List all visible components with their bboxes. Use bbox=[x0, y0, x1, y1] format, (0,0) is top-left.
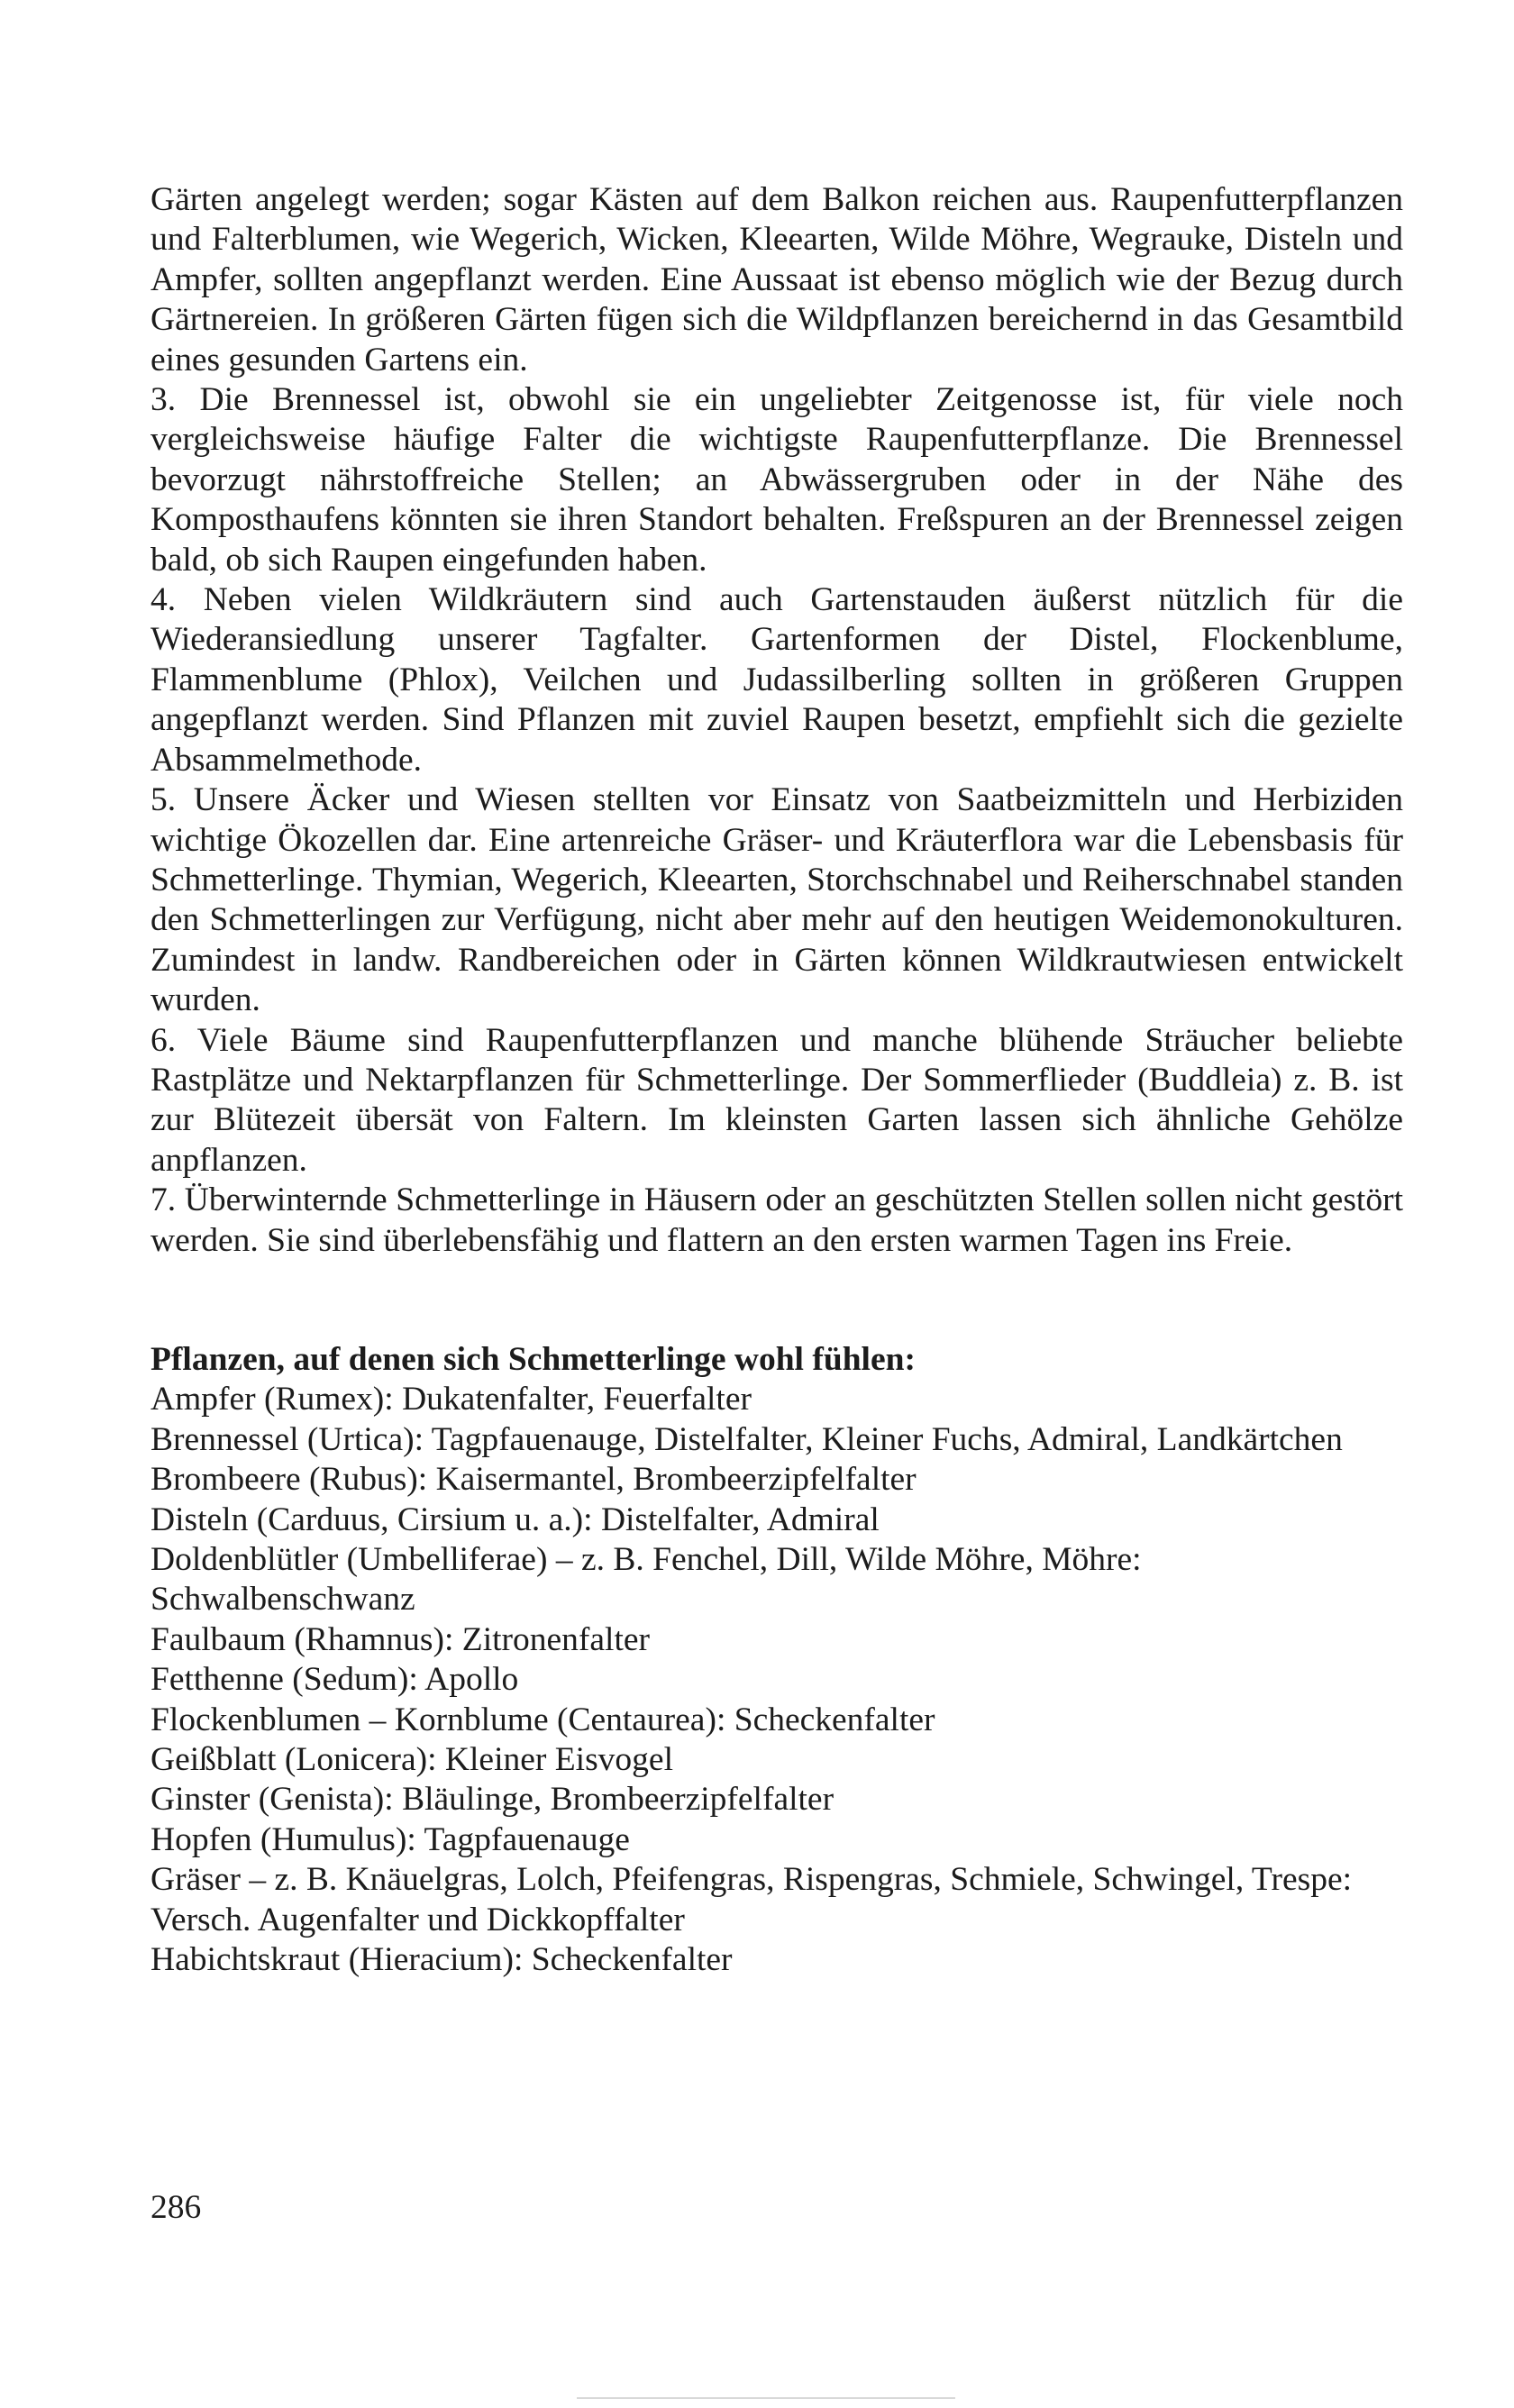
plant-entry: Hopfen (Humulus): Tagpfauenauge bbox=[150, 1820, 630, 1858]
plant-entry: Habichtskraut (Hieracium): Scheckenfalter bbox=[150, 1941, 733, 1979]
plant-entry: Brennessel (Urtica): Tagpfauenauge, Distelfalter, Kleiner Fuchs, Admiral, Landkärtchen bbox=[150, 1420, 1343, 1458]
paragraph-item-6: 6. Viele Bäume sind Raupenfutterpflanzen und manche blühende Sträucher beliebte Rastplätze und Nektarpflanzen für Schmetterlinge. Der Sommerflieder (Buddleia) z. B. ist zur Blütezeit übersät von Faltern. Im kleinsten Garten lassen sich ähnliche Gehölze anpflanzen. bbox=[150, 1021, 1403, 1179]
plant-entry: Ginster (Genista): Bläulinge, Brombeerzipfelfalter bbox=[150, 1781, 835, 1819]
plant-entry: Faulbaum (Rhamnus): Zitronenfalter bbox=[150, 1620, 651, 1658]
plant-entry: Ampfer (Rumex): Dukatenfalter, Feuerfalter bbox=[150, 1381, 752, 1418]
page-content bbox=[150, 180, 1403, 1980]
plant-entry: Fetthenne (Sedum): Apollo bbox=[150, 1661, 519, 1699]
paragraph-item-3: 3. Die Brennessel ist, obwohl sie ein ungeliebter Zeitgenosse ist, für viele noch vergleichsweise häufige Falter die wichtigste Raupenfutterpflanze. Die Brennessel bevorzugt nährstoffreiche Stellen; an Abwässergruben oder in der Nähe des Komposthaufens könnten sie ihren Standort behalten. Freßspuren an der Brennessel zeigen bald, ob sich Raupen eingefunden haben. bbox=[150, 381, 1403, 579]
plant-entry: Brombeere (Rubus): Kaisermantel, Brombeerzipfelfalter bbox=[150, 1461, 917, 1499]
plant-entry: Gräser – z. B. Knäuelgras, Lolch, Pfeifengras, Rispengras, Schmiele, Schwingel, Trespe: Versch. Augenfalter und Dickkopffalter bbox=[150, 1861, 1353, 1938]
paragraph-item-4: 4. Neben vielen Wildkräutern sind auch Gartenstauden äußerst nützlich für die Wiederansiedlung unserer Tagfalter. Gartenformen der Distel, Flockenblume, Flammenblume (Phlox), Veilchen und Judassilberling sollten in größeren Gruppen angepflanzt werden. Sind Pflanzen mit zuviel Raupen besetzt, empfiehlt sich die gezielte Absammelmethode. bbox=[150, 581, 1403, 779]
page-number: 286 bbox=[150, 2189, 202, 2226]
plant-list bbox=[150, 1340, 1403, 1981]
plant-entry: Geißblatt (Lonicera): Kleiner Eisvogel bbox=[150, 1741, 673, 1779]
plant-entry: Disteln (Carduus, Cirsium u. a.): Distelfalter, Admiral bbox=[150, 1500, 880, 1538]
plant-list-heading: Pflanzen, auf denen sich Schmetterlinge wohl fühlen: bbox=[150, 1340, 916, 1378]
paragraph-continuation: Gärten angelegt werden; sogar Kästen auf dem Balkon reichen aus. Raupenfutterpflanzen und Falterblumen, wie Wegerich, Wicken, Kleearten, Wilde Möhre, Wegrauke, Disteln und Ampfer, sollten angepflanzt werden. Eine Aussaat ist ebenso möglich wie der Bezug durch Gärtnereien. In größeren Gärten fügen sich die Wildpflanzen bereichernd in das Gesamtbild eines gesunden Gartens ein. bbox=[150, 181, 1403, 379]
paragraph-item-7: 7. Überwinternde Schmetterlinge in Häusern oder an geschützten Stellen sollen nicht gestört werden. Sie sind überlebensfähig und flattern an den ersten warmen Tagen ins Freie. bbox=[150, 1181, 1403, 1259]
plant-entry: Doldenblütler (Umbelliferae) – z. B. Fenchel, Dill, Wilde Möhre, Möhre: Schwalbenschwanz bbox=[150, 1541, 1142, 1619]
scan-edge-mark bbox=[577, 2397, 955, 2399]
paragraph-item-5: 5. Unsere Äcker und Wiesen stellten vor Einsatz von Saatbeizmitteln und Herbiziden wichtige Ökozellen dar. Eine artenreiche Gräser- und Kräuterflora war die Lebensbasis für Schmetterlinge. Thymian, Wegerich, Kleearten, Storchschnabel und Reiherschnabel standen den Schmetterlingen zur Verfügung, nicht aber mehr auf den heutigen Weidemonokulturen. Zumindest in landw. Randbereichen oder in Gärten können Wildkrautwiesen entwickelt wurden. bbox=[150, 781, 1403, 1019]
plant-entry: Flockenblumen – Kornblume (Centaurea): Scheckenfalter bbox=[150, 1701, 935, 1738]
